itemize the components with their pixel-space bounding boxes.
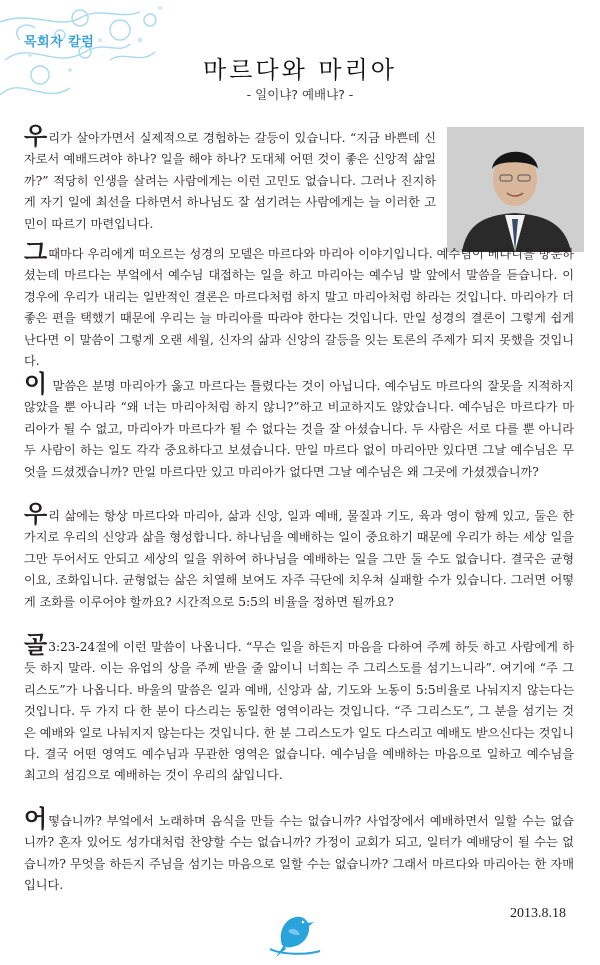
author-photo <box>447 127 584 252</box>
drop-cap: 그 <box>24 238 48 266</box>
paragraph-3 <box>24 370 574 483</box>
paragraph-text: 떻습니까? 부엌에서 노래하며 음식을 만들 수는 없습니까? 사업장에서 예배하면서 일할 수는 없습니까? 혼자 있어도 성가대처럼 찬양할 수는 없습니까? 가정이 교회가 되고, 일터가 예배당이 될 수는 없습니까? 무엇을 하든지 주님을 섬기는 마음으로 일할 수는 없습니까? 그래서 마르다와 마리아는 한 자매입니다. <box>24 814 574 893</box>
paragraph-1 <box>24 122 436 235</box>
drop-cap: 우 <box>24 122 48 150</box>
paragraph-6 <box>24 805 574 897</box>
article-subtitle: - 일이냐? 예배냐? - <box>246 87 354 102</box>
column-category-label: 목회자 칼럼 <box>24 35 95 50</box>
bird-icon <box>262 905 324 963</box>
drop-cap: 골 <box>24 631 48 659</box>
paragraph-4 <box>24 500 574 613</box>
drop-cap: 어 <box>24 805 48 833</box>
paragraph-2 <box>24 238 574 372</box>
article-date: 2013.8.18 <box>510 906 566 921</box>
paragraph-text: 리가 살아가면서 실제적으로 경험하는 갈등이 있습니다. “지금 바쁜데 신자로서 예배드려야 하나? 일을 해야 하나? 도대체 어떤 것이 좋은 신앙적 삶일까?” 적당히 인생을 살려는 사람에게는 이런 고민도 없습니다. 그러나 진지하게 자기 일에 최선을 다하면서 하나님도 잘 섬기려는 사람에게는 늘 이러한 고민이 따르기 마련입니다. <box>24 131 436 231</box>
article-title: 마르다와 마리아 <box>203 56 397 84</box>
paragraph-text: 리 삶에는 항상 마르다와 마리아, 삶과 신앙, 일과 예배, 물질과 기도, 육과 영이 함께 있고, 둘은 한 가지로 우리의 신앙과 삶을 형성합니다. 하나님을 예배하는 일이 중요하기 때문에 우리가 하는 세상 일을 그만 두어서도 안되고 세상의 일을 위하여 하나님을 예배하는 일을 그만 둘 수도 없습니다. 결국은 균형이요, 조화입니다. 균형없는 삶은 치열해 보여도 자주 극단에 치우쳐 실패할 수가 있습니다. 그러면 어떻게 조화를 이루어야 할까요? 시간적으로 5:5의 비율을 정하면 될까요? <box>24 509 574 609</box>
paragraph-5 <box>24 631 574 787</box>
paragraph-text: 말씀은 분명 마리아가 옳고 마르다는 틀렸다는 것이 아닙니다. 예수님도 마르다의 잘못을 지적하지 않았을 뿐 아니라 “왜 너는 마리아처럼 하지 않니?”하고 비교하지도 않았습니다. 예수님은 마르다가 마리아가 될 수 없고, 마리아가 마르다가 될 수 없다는 것을 잘 아셨습니다. 두 사람은 서로 다를 뿐 아니라 두 사람이 하는 일도 각각 중요하다고 보셨습니다. 만일 마르다 없이 마리아만 있다면 그날 예수님은 무엇을 드셨겠습니까? 만일 마르다만 있고 마리아가 없다면 그날 예수님은 왜 그곳에 가셨겠습니까? <box>24 379 574 479</box>
paragraph-text: 3:23-24절에 이런 말씀이 나옵니다. “무슨 일을 하든지 마음을 다하여 주께 하듯 하고 사람에게 하듯 하지 말라. 이는 유업의 상을 주께 받을 줄 앎이니 너희는 주 그리스도를 섬기느니라”. 여기에 “주 그리스도”가 나옵니다. 바울의 말씀은 일과 예배, 신앙과 삶, 기도와 노동이 5:5비율로 나눠지지 않는다는 것입니다. 두 가지 다 한 분이 다스리는 동일한 영역이라는 것입니다. “주 그리스도”, 그 분을 섬기는 것은 예배와 일로 나눠지지 않는다는 것입니다. 한 분 그리스도가 일도 다스리고 예배도 받으신다는 것입니다. 결국 어떤 영역도 예수님과 무관한 영역은 없습니다. 예수님을 예배하는 마음으로 일하고 예수님을 최고의 섬김으로 예배하는 것이 우리의 삶입니다. <box>24 640 574 783</box>
drop-cap: 우 <box>24 500 48 528</box>
paragraph-text: 때마다 우리에게 떠오르는 성경의 모델은 마르다와 마리아 이야기입니다. 예수님이 베다니를 방문하셨는데 마르다는 부엌에서 예수님 대접하는 일을 하고 마리아는 예수님 발 앞에서 말씀을 듣습니다. 이 경우에 우리가 내리는 일반적인 결론은 마르다처럼 하지 말고 마리아처럼 하라는 것입니다. 마리아가 더 좋은 편을 택했기 때문에 우리는 늘 마리아를 따라야 한다는 것입니다. 만일 성경의 결론이 그렇게 쉽게 난다면 이 말씀이 그렇게 오랜 세월, 신자의 삶과 신앙의 갈등을 잇는 토론의 주제가 되지 못했을 것입니다. <box>24 247 574 369</box>
drop-cap: 이 <box>24 370 48 398</box>
